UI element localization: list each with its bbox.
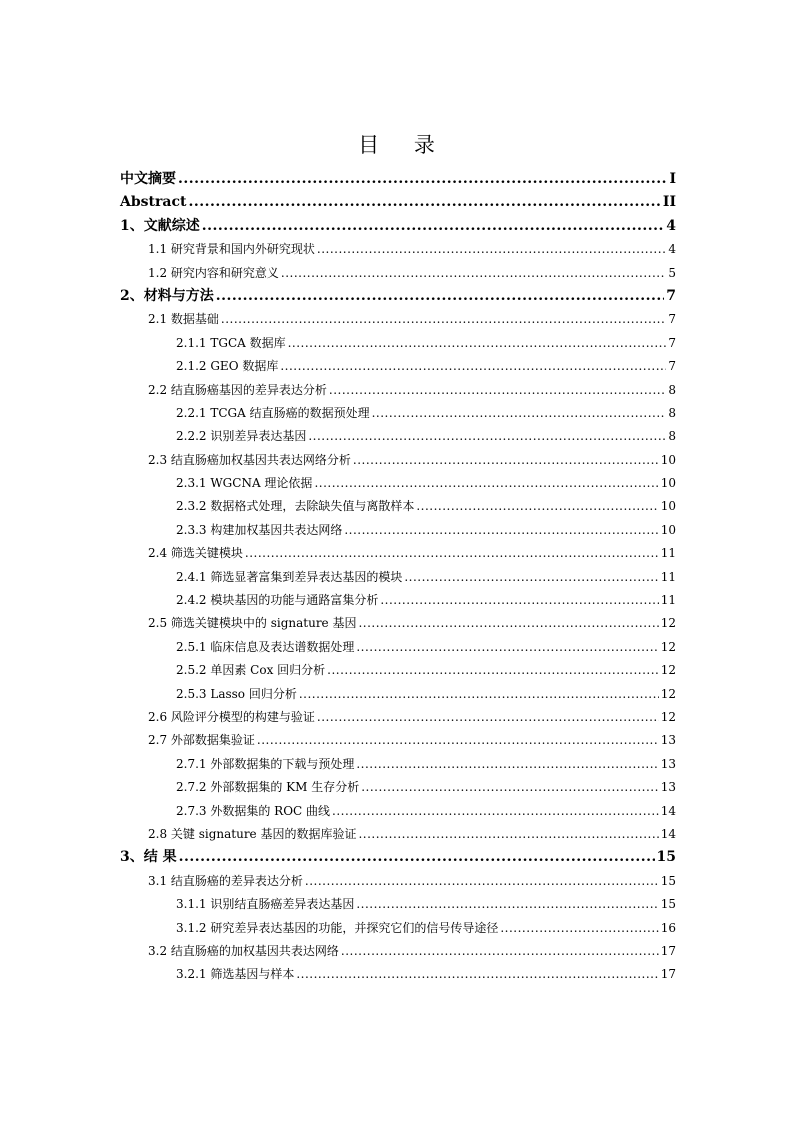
toc-entry-label: 1.2 研究内容和研究意义	[148, 265, 279, 280]
toc-entry-label: 2.3.1 WGCNA 理论依据	[176, 476, 313, 491]
toc-entry-page-number: 13	[660, 780, 676, 795]
dot-leader	[299, 683, 659, 706]
toc-entry[interactable]	[120, 425, 676, 448]
toc-entry-label: 2.2.1 TCGA 结直肠癌的数据预处理	[176, 405, 370, 420]
dot-leader	[317, 706, 659, 729]
toc-entry-page-number: 12	[660, 639, 676, 654]
toc-entry[interactable]	[120, 215, 676, 238]
toc-entry-page-number: 13	[660, 733, 676, 748]
toc-entry[interactable]	[120, 519, 676, 542]
dot-leader	[404, 566, 658, 589]
toc-entry-label: 2.5.1 临床信息及表达谱数据处理	[176, 639, 355, 654]
toc-entry-page-number: 8	[668, 405, 676, 420]
toc-entry[interactable]	[120, 285, 676, 308]
dot-leader	[314, 472, 658, 495]
toc-entry-label: 2.8 关键 signature 基因的数据库验证	[148, 826, 357, 841]
dot-leader	[216, 285, 665, 308]
toc-entry-label: 2.5.3 Lasso 回归分析	[176, 686, 297, 701]
toc-entry-page-number: 8	[668, 429, 676, 444]
toc-entry-page-number: 11	[660, 546, 676, 561]
dot-leader	[329, 379, 666, 402]
toc-entry[interactable]	[120, 659, 676, 682]
toc-entry-page-number: 7	[668, 312, 676, 327]
toc-entry[interactable]	[120, 449, 676, 472]
toc-entry-page-number: 7	[668, 359, 676, 374]
dot-leader	[221, 308, 666, 331]
dot-leader	[358, 823, 658, 846]
dot-leader	[353, 449, 659, 472]
dot-leader	[358, 612, 658, 635]
toc-entry[interactable]	[120, 823, 676, 846]
dot-leader	[372, 402, 667, 425]
dot-leader	[327, 659, 659, 682]
toc-entry[interactable]	[120, 262, 676, 285]
toc-entry[interactable]	[120, 542, 676, 565]
dot-leader	[308, 425, 666, 448]
toc-entry[interactable]	[120, 168, 676, 191]
dot-leader	[202, 215, 665, 238]
toc-entry-label: 3.2 结直肠癌的加权基因共表达网络	[148, 943, 339, 958]
toc-entry-label: 3.2.1 筛选基因与样本	[176, 967, 295, 982]
toc-entry-label: 1.1 研究背景和国内外研究现状	[148, 242, 315, 257]
toc-entry-page-number: 8	[668, 382, 676, 397]
toc-entry[interactable]	[120, 191, 676, 214]
toc-entry-label: 2、材料与方法	[120, 287, 214, 304]
toc-entry[interactable]	[120, 589, 676, 612]
toc-entry-label: 2.1.2 GEO 数据库	[176, 359, 279, 374]
toc-entry-label: 2.7.2 外部数据集的 KM 生存分析	[176, 780, 360, 795]
toc-entry[interactable]	[120, 566, 676, 589]
toc-entry-label: 2.2 结直肠癌基因的差异表达分析	[148, 382, 327, 397]
toc-entry[interactable]	[120, 379, 676, 402]
toc-entry-page-number: 10	[660, 476, 676, 491]
toc-entry-label: 2.3.2 数据格式处理，去除缺失值与离散样本	[176, 499, 415, 514]
dot-leader	[179, 846, 655, 869]
toc-entry[interactable]	[120, 612, 676, 635]
toc-entry-label: 2.5.2 单因素 Cox 回归分析	[176, 663, 326, 678]
toc-entry[interactable]	[120, 870, 676, 893]
toc-entry[interactable]	[120, 893, 676, 916]
toc-entry[interactable]	[120, 776, 676, 799]
toc-entry-page-number: I	[669, 171, 676, 187]
toc-entry[interactable]	[120, 308, 676, 331]
dot-leader	[416, 495, 658, 518]
toc-entry-label: 2.1.1 TGCA 数据库	[176, 335, 286, 350]
dot-leader	[356, 636, 658, 659]
toc-entry-page-number: 10	[660, 452, 676, 467]
toc-entry-page-number: 17	[660, 967, 676, 982]
toc-entry-page-number: 16	[660, 920, 676, 935]
toc-entry-page-number: 15	[660, 897, 676, 912]
toc-entry-page-number: 15	[656, 849, 676, 866]
dot-leader	[280, 355, 666, 378]
toc-entry-label: 3.1.1 识别结直肠癌差异表达基因	[176, 897, 355, 912]
dot-leader	[380, 589, 658, 612]
toc-entry[interactable]	[120, 963, 676, 986]
toc-entry-page-number: 4	[668, 242, 676, 257]
toc-entry[interactable]	[120, 355, 676, 378]
dot-leader	[296, 963, 658, 986]
toc-entry-label: 2.4.2 模块基因的功能与通路富集分析	[176, 593, 379, 608]
toc-entry-label: 2.2.2 识别差异表达基因	[176, 429, 307, 444]
toc-entry-page-number: 17	[660, 943, 676, 958]
dot-leader	[500, 917, 658, 940]
toc-entry-label: 2.7 外部数据集验证	[148, 733, 255, 748]
toc-entry-page-number: 4	[666, 217, 676, 234]
dot-leader	[305, 870, 659, 893]
dot-leader	[356, 893, 658, 916]
toc-entry-label: 3.1.2 研究差异表达基因的功能，并探究它们的信号传导途径	[176, 920, 499, 935]
toc-entry-page-number: 13	[660, 756, 676, 771]
toc-entry-label: 2.7.1 外部数据集的下载与预处理	[176, 756, 355, 771]
toc-entry-label: 2.3 结直肠癌加权基因共表达网络分析	[148, 452, 351, 467]
toc-entry-page-number: 14	[660, 826, 676, 841]
toc-entry-page-number: 10	[660, 522, 676, 537]
toc-entry-page-number: 12	[660, 709, 676, 724]
toc-entry-label: 3、结 果	[120, 849, 177, 866]
toc-entry-page-number: 12	[660, 686, 676, 701]
toc-entry-page-number: 7	[668, 335, 676, 350]
toc-entry[interactable]	[120, 917, 676, 940]
toc-entry-page-number: 14	[660, 803, 676, 818]
toc-entry[interactable]	[120, 846, 676, 869]
toc-entry-page-number: 10	[660, 499, 676, 514]
dot-leader	[344, 519, 658, 542]
toc-entry-label: 中文摘要	[120, 171, 176, 187]
toc-entry-label: 2.4 筛选关键模块	[148, 546, 243, 561]
dot-leader	[257, 729, 659, 752]
toc-entry-label: 2.3.3 构建加权基因共表达网络	[176, 522, 343, 537]
toc-entry[interactable]	[120, 729, 676, 752]
toc-entry-label: 2.1 数据基础	[148, 312, 219, 327]
toc-entry-label: 3.1 结直肠癌的差异表达分析	[148, 873, 303, 888]
dot-leader	[356, 753, 658, 776]
dot-leader	[361, 776, 658, 799]
toc-entry-label: 2.7.3 外数据集的 ROC 曲线	[176, 803, 331, 818]
dot-leader	[178, 168, 667, 191]
dot-leader	[332, 800, 659, 823]
toc-entry-page-number: II	[662, 194, 676, 211]
toc-entry-label: 2.4.1 筛选显著富集到差异表达基因的模块	[176, 569, 403, 584]
dot-leader	[245, 542, 659, 565]
dot-leader	[188, 191, 660, 214]
toc-entry-label: 1、文献综述	[120, 217, 200, 234]
toc-entry[interactable]	[120, 472, 676, 495]
toc-entry[interactable]	[120, 753, 676, 776]
toc-entry[interactable]	[120, 402, 676, 425]
dot-leader	[317, 238, 666, 261]
toc-entry[interactable]	[120, 238, 676, 261]
dot-leader	[281, 262, 666, 285]
toc-entry[interactable]	[120, 683, 676, 706]
dot-leader	[288, 332, 667, 355]
toc-entry-label: 2.6 风险评分模型的构建与验证	[148, 709, 315, 724]
toc-entry-page-number: 5	[668, 265, 676, 280]
toc-entry-page-number: 12	[660, 616, 676, 631]
toc-entry-page-number: 7	[666, 287, 676, 304]
toc-entry-page-number: 15	[660, 873, 676, 888]
toc-entry[interactable]	[120, 940, 676, 963]
toc-entry[interactable]	[120, 495, 676, 518]
toc-entry[interactable]	[120, 332, 676, 355]
toc-entry-label: 2.5 筛选关键模块中的 signature 基因	[148, 616, 357, 631]
toc-entry-page-number: 11	[660, 569, 676, 584]
toc-entry[interactable]	[120, 800, 676, 823]
table-of-contents	[120, 168, 676, 987]
page-title: 目 录	[358, 133, 449, 157]
toc-entry-page-number: 11	[660, 593, 676, 608]
toc-entry-page-number: 12	[660, 663, 676, 678]
toc-entry[interactable]	[120, 636, 676, 659]
toc-entry[interactable]	[120, 706, 676, 729]
toc-entry-label: Abstract	[120, 194, 187, 211]
dot-leader	[341, 940, 659, 963]
